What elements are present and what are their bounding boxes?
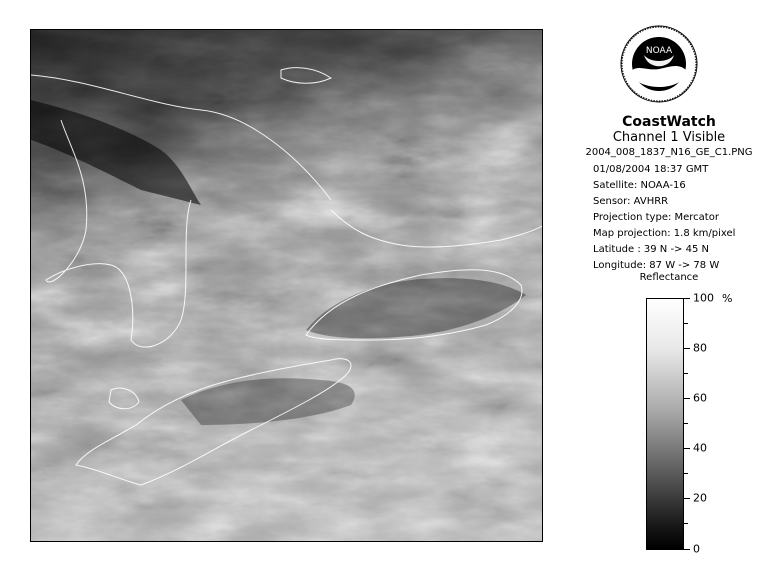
colorbar-minor-tick — [684, 423, 688, 424]
meta-map-projection: Map projection: 1.8 km/pixel — [593, 228, 736, 239]
meta-satellite: Satellite: NOAA-16 — [593, 180, 686, 191]
colorbar-tick — [684, 498, 690, 499]
colorbar-unit: % — [722, 292, 733, 305]
colorbar-tick-label: 100 — [693, 291, 714, 305]
logo-text: NOAA — [645, 46, 673, 56]
colorbar-tick-label: 0 — [693, 542, 700, 556]
meta-projection-type: Projection type: Mercator — [593, 212, 719, 223]
meta-longitude: Longitude: 87 W -> 78 W — [593, 260, 720, 271]
meta-sensor: Sensor: AVHRR — [593, 196, 669, 207]
colorbar-tick-label: 20 — [693, 491, 707, 505]
colorbar — [646, 298, 684, 550]
meta-datetime: 01/08/2004 18:37 GMT — [593, 164, 709, 175]
product-subtitle: Channel 1 Visible — [612, 130, 726, 145]
colorbar-tick-label: 80 — [693, 341, 707, 355]
satellite-image — [30, 29, 543, 542]
colorbar-tick — [684, 549, 690, 550]
colorbar-minor-tick — [684, 473, 688, 474]
colorbar-tick-label: 60 — [693, 391, 707, 405]
colorbar-minor-tick — [684, 373, 688, 374]
colorbar-tick — [684, 448, 690, 449]
colorbar-tick — [684, 348, 690, 349]
colorbar-title: Reflectance — [639, 272, 699, 283]
colorbar-minor-tick — [684, 523, 688, 524]
colorbar-tick — [684, 398, 690, 399]
product-filename: 2004_008_1837_N16_GE_C1.PNG — [585, 147, 753, 158]
colorbar-minor-tick — [684, 323, 688, 324]
colorbar-tick-label: 40 — [693, 441, 707, 455]
noaa-logo — [620, 25, 698, 103]
colorbar-tick — [684, 298, 690, 299]
product-title: CoastWatch — [622, 114, 716, 130]
meta-latitude: Latitude : 39 N -> 45 N — [593, 244, 709, 255]
